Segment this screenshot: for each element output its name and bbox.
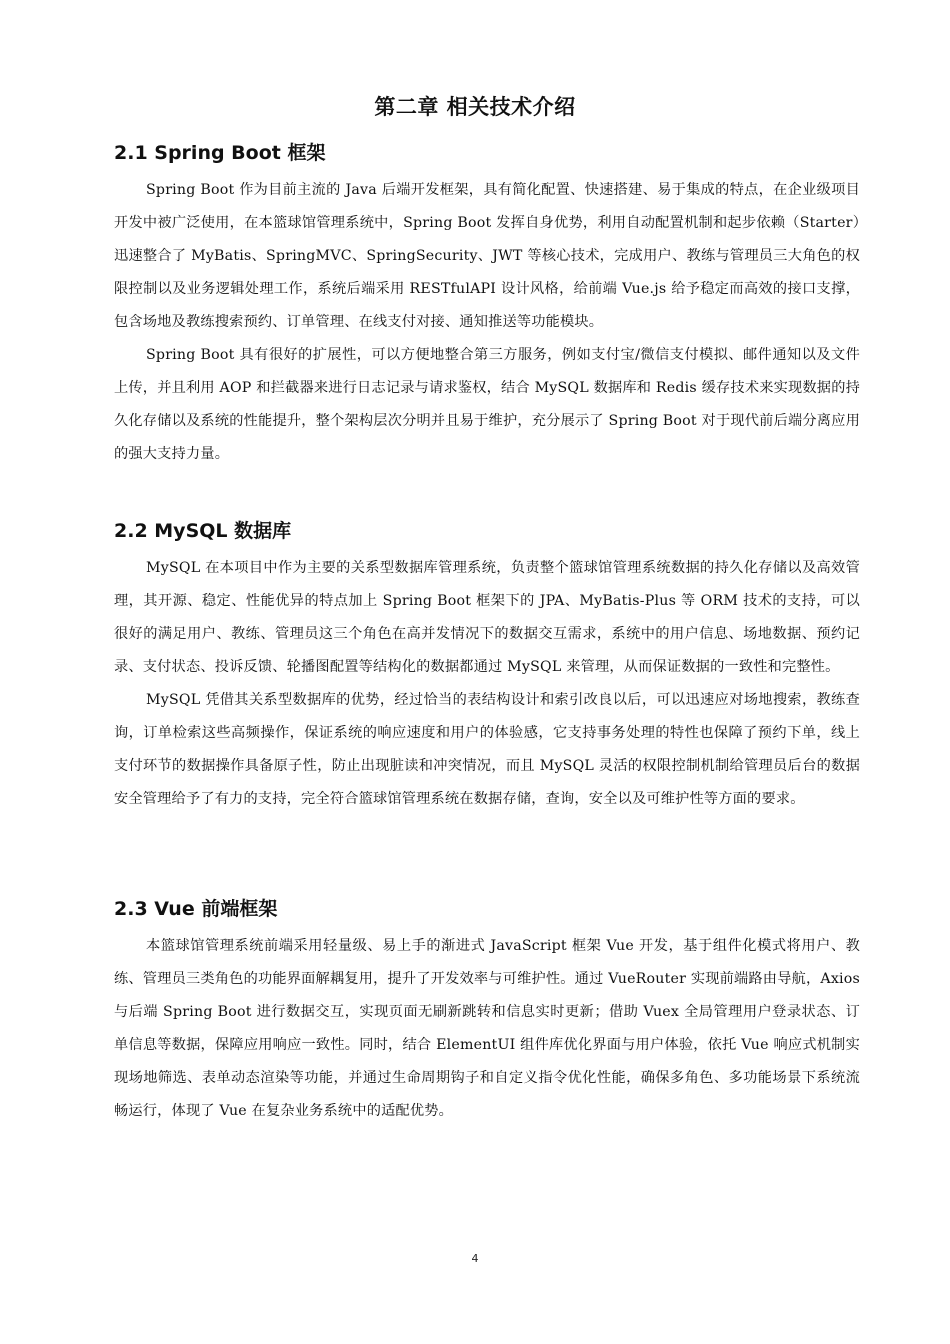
section-heading: 2.2 MySQL 数据库: [114, 520, 292, 542]
chapter-title: 第二章 相关技术介绍: [374, 95, 576, 119]
paragraph: Spring Boot 具有很好的扩展性，可以方便地整合第三方服务，例如支付宝/微信支付模拟、邮件通知以及文件上传，并且利用 AOP 和拦截器来进行日志记录与请求鉴权，结合 MySQL 数据库和 Redis 缓存技术来实现数据的持久化存储以及系统的性能提升，整个架构层次分明并且易于维护，充分展示了 Spring Boot 对于现代前后端分离应用的强大支持力量。: [114, 347, 860, 462]
paragraph: 本篮球馆管理系统前端采用轻量级、易上手的渐进式 JavaScript 框架 Vue 开发，基于组件化模式将用户、教练、管理员三类角色的功能界面解耦复用，提升了开发效率与可维护性。通过 VueRouter 实现前端路由导航，Axios 与后端 Spring Boot 进行数据交互，实现页面无刷新跳转和信息实时更新；借助 Vuex 全局管理用户登录状态、订单信息等数据，保障应用响应一致性。同时，结合 ElementUI 组件库优化界面与用户体验，依托 Vue 响应式机制实现场地筛选、表单动态渲染等功能，并通过生命周期钩子和自定义指令优化性能，确保多角色、多功能场景下系统流畅运行，体现了 Vue 在复杂业务系统中的适配优势。: [114, 938, 860, 1119]
paragraph: MySQL 在本项目中作为主要的关系型数据库管理系统，负责整个篮球馆管理系统数据的持久化存储以及高效管理，其开源、稳定、性能优异的特点加上 Spring Boot 框架下的 JPA、MyBatis-Plus 等 ORM 技术的支持，可以很好的满足用户、教练、管理员这三个角色在高并发情况下的数据交互需求，系统中的用户信息、场地数据、预约记录、支付状态、投诉反馈、轮播图配置等结构化的数据都通过 MySQL 来管理，从而保证数据的一致性和完整性。: [114, 560, 860, 675]
paragraph: Spring Boot 作为目前主流的 Java 后端开发框架，具有简化配置、快速搭建、易于集成的特点，在企业级项目开发中被广泛使用，在本篮球馆管理系统中，Spring Boot 发挥自身优势，利用自动配置机制和起步依赖（Starter）迅速整合了 MyBatis、SpringMVC、SpringSecurity、JWT 等核心技术，完成用户、教练与管理员三大角色的权限控制以及业务逻辑处理工作，系统后端采用 RESTfulAPI 设计风格，给前端 Vue.js 给予稳定而高效的接口支撑，包含场地及教练搜索预约、订单管理、在线支付对接、通知推送等功能模块。: [114, 182, 860, 330]
section-heading: 2.1 Spring Boot 框架: [114, 142, 326, 164]
section-vue: [114, 894, 860, 1128]
section-heading: 2.3 Vue 前端框架: [114, 898, 278, 920]
paragraph: MySQL 凭借其关系型数据库的优势，经过恰当的表结构设计和索引改良以后，可以迅速应对场地搜索，教练查询，订单检索这些高频操作，保证系统的响应速度和用户的体验感，它支持事务处理的特性也保障了预约下单，线上支付环节的数据操作具备原子性，防止出现脏读和冲突情况，而且 MySQL 灵活的权限控制机制给管理员后台的数据安全管理给予了有力的支持，完全符合篮球馆管理系统在数据存储，查询，安全以及可维护性等方面的要求。: [114, 692, 860, 807]
page-number: 4: [471, 1252, 479, 1265]
section-mysql: [114, 516, 860, 816]
section-spring-boot: [114, 138, 860, 471]
